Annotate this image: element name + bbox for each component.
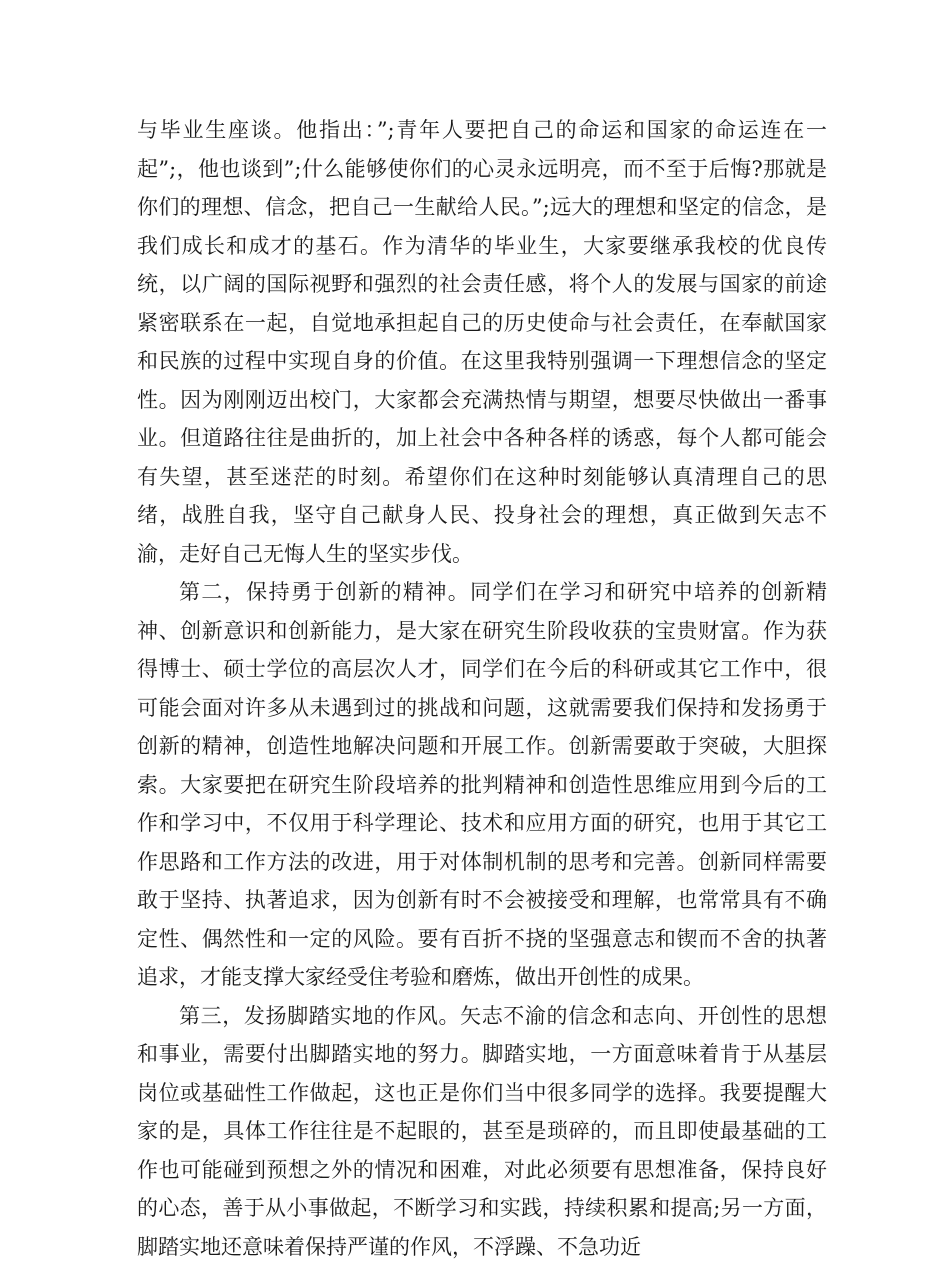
body-text [137, 111, 827, 1266]
paragraph-3: 第三，发扬脚踏实地的作风。矢志不渝的信念和志向、开创性的思想和事业，需要付出脚踏实地的努力。脚踏实地，一方面意味着肯于从基层岗位或基础性工作做起，这也正是你们当中很多同学的选择。我要提醒大家的是，具体工作往往是不起眼的，甚至是琐碎的，而且即使最基础的工作也可能碰到预想之外的情况和困难，对此必须要有思想准备，保持良好的心态，善于从小事做起，不断学习和实践，持续积累和提高;另一方面，脚踏实地还意味着保持严谨的作风，不浮躁、不急功近 [137, 997, 827, 1266]
paragraph-1: 与毕业生座谈。他指出：”;青年人要把自己的命运和国家的命运连在一起”;，他也谈到”;什么能够使你们的心灵永远明亮，而不至于后悔?那就是你们的理想、信念，把自己一生献给人民。”;远大的理想和坚定的信念，是我们成长和成才的基石。作为清华的毕业生，大家要继承我校的优良传统，以广阔的国际视野和强烈的社会责任感，将个人的发展与国家的前途紧密联系在一起，自觉地承担起自己的历史使命与社会责任，在奉献国家和民族的过程中实现自身的价值。在这里我特别强调一下理想信念的坚定性。因为刚刚迈出校门，大家都会充满热情与期望，想要尽快做出一番事业。但道路往往是曲折的，加上社会中各种各样的诱惑，每个人都可能会有失望，甚至迷茫的时刻。希望你们在这种时刻能够认真清理自己的思绪，战胜自我，坚守自己献身人民、投身社会的理想，真正做到矢志不渝，走好自己无悔人生的坚实步伐。 [137, 111, 827, 573]
paragraph-2: 第二，保持勇于创新的精神。同学们在学习和研究中培养的创新精神、创新意识和创新能力，是大家在研究生阶段收获的宝贵财富。作为获得博士、硕士学位的高层次人才，同学们在今后的科研或其它工作中，很可能会面对许多从未遇到过的挑战和问题，这就需要我们保持和发扬勇于创新的精神，创造性地解决问题和开展工作。创新需要敢于突破，大胆探索。大家要把在研究生阶段培养的批判精神和创造性思维应用到今后的工作和学习中，不仅用于科学理论、技术和应用方面的研究，也用于其它工作思路和工作方法的改进，用于对体制机制的思考和完善。创新同样需要敢于坚持、执著追求，因为创新有时不会被接受和理解，也常常具有不确定性、偶然性和一定的风险。要有百折不挠的坚强意志和锲而不舍的执著追求，才能支撑大家经受住考验和磨炼，做出开创性的成果。 [137, 573, 827, 997]
